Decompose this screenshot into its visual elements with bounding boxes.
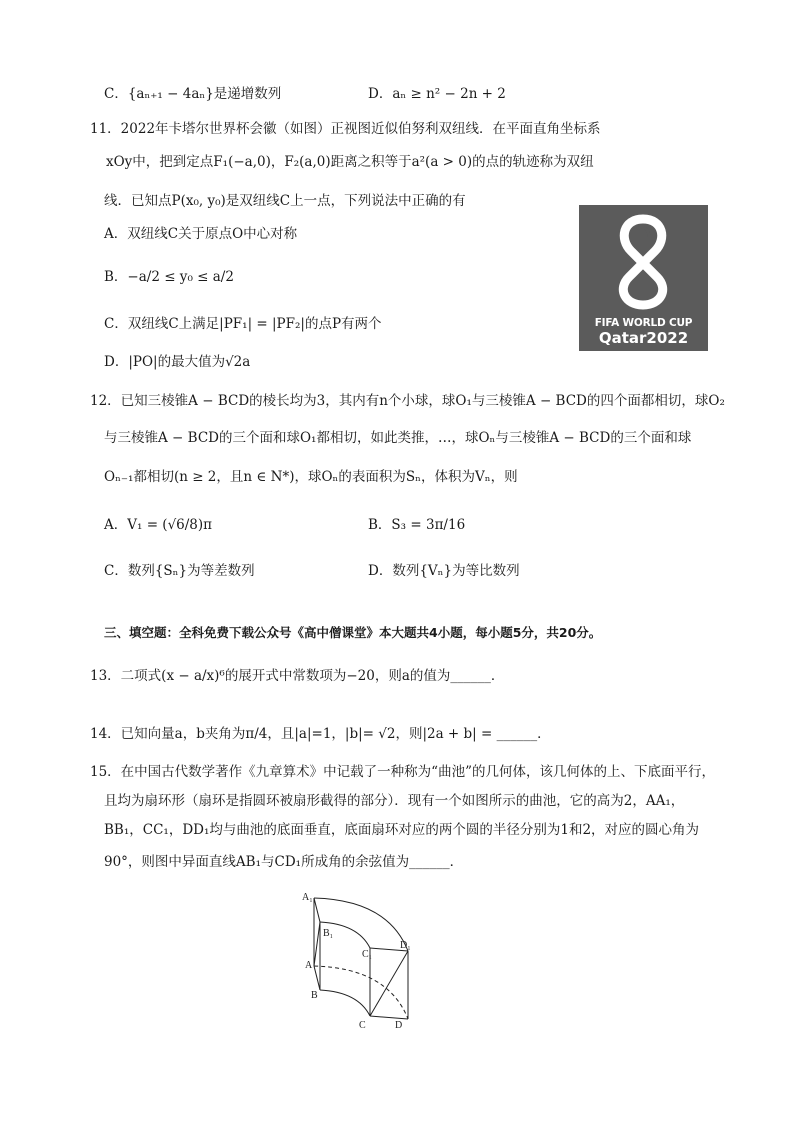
label-b: B [311,990,318,1001]
q13-text: 13．二项式(x − a/x)⁶的展开式中常数项为−20，则a的值为______． [90,668,505,684]
q15-line1: 15．在中国古代数学著作《九章算术》中记载了一种称为“曲池”的几何体，该几何体的上、下底面平行， [90,764,715,780]
q12-option-d: D．数列{Vₙ}为等比数列 [368,563,520,579]
q15-line4: 90°，则图中异面直线AB₁与CD₁所成角的余弦值为______． [104,854,464,870]
label-d: D [395,1020,403,1031]
q11-stem-line3: 线．已知点P(x₀, y₀)是双纽线C上一点，下列说法中正确的有 [104,193,466,209]
label-c: C [359,1020,366,1031]
label-a1: A₁ [302,892,313,903]
q11-option-c: C．双纽线C上满足|PF₁| = |PF₂|的点P有两个 [104,316,382,332]
bottom-edge-cd [370,1016,408,1019]
bottom-inner-arc [320,990,370,1016]
q10-option-c: C．{aₙ₊₁ − 4aₙ}是递增数列 [104,86,282,102]
top-outer-arc [314,898,408,951]
bottom-outer-arc-hidden [314,966,408,1019]
label-a: A [305,960,313,971]
section-heading-fill-in: 三、填空题：全科免费下载公众号《高中僧课堂》本大题共4小题，每小题5分，共20分。 [104,625,602,640]
q15-line2: 且均为扇环形（扇环是指圆环被扇形截得的部分）．现有一个如图所示的曲池，它的高为2，AA₁， [104,793,685,809]
q14-text: 14．已知向量a，b夹角为π/4，且|a|=1，|b|= √2，则|2a + b| = ______． [90,726,551,742]
q12-stem-line1: 12．已知三棱锥A − BCD的棱长均为3，其内有n个小球，球O₁与三棱锥A − BCD的四个面都相切，球O₂ [90,393,725,409]
q11-option-b: B．−a/2 ≤ y₀ ≤ a/2 [104,269,234,285]
curved-pool-figure [296,888,426,1033]
label-d1: D₁ [400,940,411,951]
q12-stem-line2: 与三棱锥A − BCD的三个面和球O₁都相切，如此类推，…，球Oₙ与三棱锥A − BCD的三个面和球 [104,430,692,446]
logo-text-line2: Qatar2022 [598,329,689,347]
q10-option-d: D．aₙ ≥ n² − 2n + 2 [368,86,506,102]
q12-option-c: C．数列{Sₙ}为等差数列 [104,563,255,579]
q12-stem-line3: Oₙ₋₁都相切(n ≥ 2，且n ∈ N*)，球Oₙ的表面积为Sₙ，体积为Vₙ，则 [104,469,518,485]
q11-option-a: A．双纽线C关于原点O中心对称 [104,226,298,242]
trophy-emblem-icon [579,205,708,317]
q11-option-d: D．|PO|的最大值为√2a [104,354,251,370]
q12-option-a: A．V₁ = (√6/8)π [104,517,213,533]
label-c1: C₁ [362,949,373,960]
q11-stem-line2: xOy中，把到定点F₁(−a,0)，F₂(a,0)距离之积等于a²(a > 0)的点的轨迹称为双纽 [106,154,594,170]
fifa-world-cup-logo [579,205,708,351]
bottom-edge-ab [314,966,320,990]
top-edge-a1b1 [314,898,320,922]
q12-option-b: B．S₃ = 3π/16 [368,517,466,533]
segment-cd1 [370,951,408,1016]
segment-ab1 [314,922,320,966]
q11-stem-line1: 11．2022年卡塔尔世界杯会徽（如图）正视图近似伯努利双纽线．在平面直角坐标系 [90,121,601,137]
q15-line3: BB₁，CC₁，DD₁均与曲池的底面垂直，底面扇环对应的两个圆的半径分别为1和2，对应的圆心角为 [104,822,700,838]
label-b1: B₁ [323,928,334,939]
logo-text-line1: FIFA WORLD CUP [594,317,693,329]
